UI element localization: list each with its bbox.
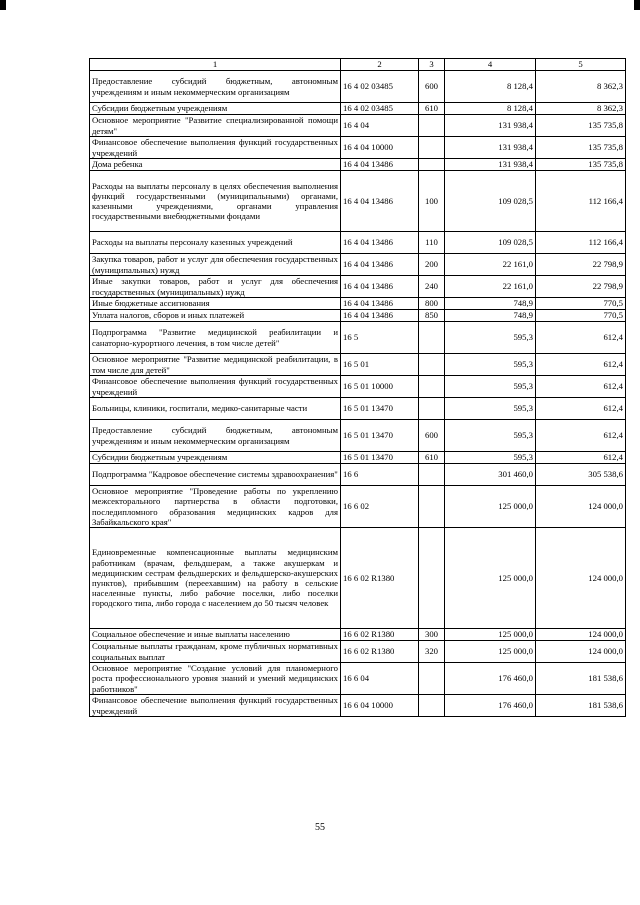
row-name: Финансовое обеспечение выполнения функций государственных учреждений bbox=[90, 376, 341, 398]
table-row bbox=[90, 232, 626, 254]
row-amount-year2: 770,5 bbox=[536, 310, 626, 322]
row-code: 16 4 04 13486 bbox=[341, 171, 419, 232]
row-amount-year2: 612,4 bbox=[536, 420, 626, 452]
row-expense-type bbox=[419, 464, 445, 486]
row-expense-type bbox=[419, 322, 445, 354]
row-amount-year1: 8 128,4 bbox=[445, 71, 536, 103]
row-code: 16 6 02 R1380 bbox=[341, 528, 419, 629]
header-col-4: 4 bbox=[445, 59, 536, 71]
scan-corner-mark-right bbox=[634, 0, 640, 10]
row-expense-type: 610 bbox=[419, 103, 445, 115]
row-name: Предоставление субсидий бюджетным, автономным учреждениям и иным некоммерческим организациям bbox=[90, 420, 341, 452]
header-col-1: 1 bbox=[90, 59, 341, 71]
row-amount-year1: 22 161,0 bbox=[445, 254, 536, 276]
budget-table bbox=[89, 58, 626, 717]
row-amount-year2: 112 166,4 bbox=[536, 232, 626, 254]
row-expense-type bbox=[419, 376, 445, 398]
row-amount-year2: 612,4 bbox=[536, 376, 626, 398]
table-row bbox=[90, 398, 626, 420]
row-amount-year1: 22 161,0 bbox=[445, 276, 536, 298]
row-name: Единовременные компенсационные выплаты медицинским работникам (врачам, фельдшерам, а также акушеркам и медицинским сестрам фельдшерских и фельдшерско-акушерских пунктов), прибывшим (переехавшим) на работу в сельские населенные пункты, либо рабочие поселки, либо поселки городского типа, либо города с населением до 50 тысяч человек bbox=[90, 528, 341, 629]
row-name: Расходы на выплаты персоналу в целях обеспечения выполнения функций государственными (муниципальными) органами, казенными учреждениями, органами управления государственными внебюджетными фондами bbox=[90, 171, 341, 232]
table-row bbox=[90, 528, 626, 629]
row-code: 16 5 01 13470 bbox=[341, 398, 419, 420]
row-name: Основное мероприятие "Развитие медицинской реабилитации, в том числе для детей" bbox=[90, 354, 341, 376]
row-amount-year2: 770,5 bbox=[536, 298, 626, 310]
table-row bbox=[90, 354, 626, 376]
row-amount-year2: 124 000,0 bbox=[536, 528, 626, 629]
row-code: 16 5 01 10000 bbox=[341, 376, 419, 398]
row-code: 16 4 04 13486 bbox=[341, 276, 419, 298]
table-row bbox=[90, 298, 626, 310]
row-code: 16 4 04 10000 bbox=[341, 137, 419, 159]
table-row bbox=[90, 71, 626, 103]
row-amount-year2: 612,4 bbox=[536, 354, 626, 376]
row-amount-year2: 124 000,0 bbox=[536, 641, 626, 663]
row-code: 16 6 02 R1380 bbox=[341, 629, 419, 641]
row-name: Подпрограмма "Кадровое обеспечение системы здравоохранения" bbox=[90, 464, 341, 486]
row-expense-type bbox=[419, 354, 445, 376]
row-amount-year2: 135 735,8 bbox=[536, 137, 626, 159]
row-name: Предоставление субсидий бюджетным, автономным учреждениям и иным некоммерческим организациям bbox=[90, 71, 341, 103]
table-row bbox=[90, 254, 626, 276]
row-code: 16 4 04 13486 bbox=[341, 298, 419, 310]
row-expense-type: 100 bbox=[419, 171, 445, 232]
row-amount-year2: 305 538,6 bbox=[536, 464, 626, 486]
row-amount-year2: 181 538,6 bbox=[536, 663, 626, 695]
row-name: Дома ребенка bbox=[90, 159, 341, 171]
row-name: Основное мероприятие "Создание условий для планомерного роста профессионального уровня знаний и умений медицинских работников" bbox=[90, 663, 341, 695]
row-expense-type: 200 bbox=[419, 254, 445, 276]
row-expense-type bbox=[419, 159, 445, 171]
table-row bbox=[90, 464, 626, 486]
row-expense-type bbox=[419, 115, 445, 137]
row-amount-year2: 8 362,3 bbox=[536, 103, 626, 115]
row-name: Субсидии бюджетным учреждениям bbox=[90, 103, 341, 115]
row-amount-year2: 612,4 bbox=[536, 398, 626, 420]
row-expense-type bbox=[419, 695, 445, 717]
table-row bbox=[90, 322, 626, 354]
header-row bbox=[90, 59, 626, 71]
table-row bbox=[90, 420, 626, 452]
row-amount-year2: 8 362,3 bbox=[536, 71, 626, 103]
row-name: Иные закупки товаров, работ и услуг для обеспечения государственных (муниципальных) нужд bbox=[90, 276, 341, 298]
row-amount-year1: 131 938,4 bbox=[445, 159, 536, 171]
row-amount-year2: 124 000,0 bbox=[536, 486, 626, 528]
row-name: Больницы, клиники, госпитали, медико-санитарные части bbox=[90, 398, 341, 420]
table-row bbox=[90, 159, 626, 171]
row-amount-year2: 124 000,0 bbox=[536, 629, 626, 641]
row-expense-type bbox=[419, 398, 445, 420]
header-col-2: 2 bbox=[341, 59, 419, 71]
row-amount-year1: 748,9 bbox=[445, 298, 536, 310]
row-code: 16 6 04 bbox=[341, 663, 419, 695]
row-amount-year1: 595,3 bbox=[445, 376, 536, 398]
row-expense-type: 110 bbox=[419, 232, 445, 254]
row-expense-type: 800 bbox=[419, 298, 445, 310]
row-code: 16 5 01 13470 bbox=[341, 452, 419, 464]
header-col-5: 5 bbox=[536, 59, 626, 71]
table-row bbox=[90, 137, 626, 159]
row-name: Уплата налогов, сборов и иных платежей bbox=[90, 310, 341, 322]
row-expense-type: 600 bbox=[419, 71, 445, 103]
table-row bbox=[90, 276, 626, 298]
page-number: 55 bbox=[315, 822, 325, 833]
row-amount-year1: 595,3 bbox=[445, 354, 536, 376]
row-code: 16 6 02 R1380 bbox=[341, 641, 419, 663]
row-amount-year2: 612,4 bbox=[536, 322, 626, 354]
table-header bbox=[90, 59, 626, 71]
row-amount-year2: 181 538,6 bbox=[536, 695, 626, 717]
row-expense-type bbox=[419, 663, 445, 695]
row-code: 16 4 04 13486 bbox=[341, 310, 419, 322]
row-code: 16 4 02 03485 bbox=[341, 103, 419, 115]
row-amount-year1: 176 460,0 bbox=[445, 663, 536, 695]
scan-corner-mark-left bbox=[0, 0, 6, 10]
row-code: 16 4 02 03485 bbox=[341, 71, 419, 103]
row-amount-year1: 109 028,5 bbox=[445, 171, 536, 232]
row-expense-type: 320 bbox=[419, 641, 445, 663]
row-expense-type: 600 bbox=[419, 420, 445, 452]
row-amount-year1: 595,3 bbox=[445, 398, 536, 420]
row-amount-year2: 22 798,9 bbox=[536, 276, 626, 298]
row-name: Основное мероприятие "Проведение работы по укреплению межсекторального партнерства в области подготовки, последипломного образования медицинских кадров для Забайкальского края" bbox=[90, 486, 341, 528]
row-amount-year1: 748,9 bbox=[445, 310, 536, 322]
table-row bbox=[90, 452, 626, 464]
header-col-3: 3 bbox=[419, 59, 445, 71]
row-expense-type bbox=[419, 486, 445, 528]
table-row bbox=[90, 486, 626, 528]
row-name: Иные бюджетные ассигнования bbox=[90, 298, 341, 310]
row-code: 16 6 04 10000 bbox=[341, 695, 419, 717]
row-name: Субсидии бюджетным учреждениям bbox=[90, 452, 341, 464]
table-row bbox=[90, 115, 626, 137]
row-amount-year1: 595,3 bbox=[445, 322, 536, 354]
row-amount-year1: 109 028,5 bbox=[445, 232, 536, 254]
table-body bbox=[90, 71, 626, 717]
row-amount-year1: 595,3 bbox=[445, 420, 536, 452]
row-code: 16 4 04 bbox=[341, 115, 419, 137]
row-amount-year2: 22 798,9 bbox=[536, 254, 626, 276]
row-amount-year1: 176 460,0 bbox=[445, 695, 536, 717]
row-expense-type bbox=[419, 137, 445, 159]
row-name: Финансовое обеспечение выполнения функций государственных учреждений bbox=[90, 137, 341, 159]
row-code: 16 6 02 bbox=[341, 486, 419, 528]
row-name: Основное мероприятие "Развитие специализированной помощи детям" bbox=[90, 115, 341, 137]
row-code: 16 5 bbox=[341, 322, 419, 354]
row-code: 16 4 04 13486 bbox=[341, 232, 419, 254]
row-amount-year1: 131 938,4 bbox=[445, 115, 536, 137]
row-code: 16 5 01 bbox=[341, 354, 419, 376]
row-name: Подпрограмма "Развитие медицинской реабилитации и санаторно-курортного лечения, в том числе детей" bbox=[90, 322, 341, 354]
table-row bbox=[90, 171, 626, 232]
table-row bbox=[90, 695, 626, 717]
row-code: 16 4 04 13486 bbox=[341, 254, 419, 276]
row-name: Социальные выплаты гражданам, кроме публичных нормативных социальных выплат bbox=[90, 641, 341, 663]
table-row bbox=[90, 376, 626, 398]
table-row bbox=[90, 310, 626, 322]
table-row bbox=[90, 641, 626, 663]
row-amount-year1: 125 000,0 bbox=[445, 486, 536, 528]
row-amount-year1: 595,3 bbox=[445, 452, 536, 464]
row-name: Расходы на выплаты персоналу казенных учреждений bbox=[90, 232, 341, 254]
row-expense-type: 300 bbox=[419, 629, 445, 641]
table-row bbox=[90, 103, 626, 115]
row-amount-year2: 135 735,8 bbox=[536, 115, 626, 137]
row-code: 16 4 04 13486 bbox=[341, 159, 419, 171]
row-expense-type: 240 bbox=[419, 276, 445, 298]
row-amount-year2: 135 735,8 bbox=[536, 159, 626, 171]
table-row bbox=[90, 629, 626, 641]
row-expense-type: 610 bbox=[419, 452, 445, 464]
row-name: Финансовое обеспечение выполнения функций государственных учреждений bbox=[90, 695, 341, 717]
row-expense-type bbox=[419, 528, 445, 629]
row-name: Закупка товаров, работ и услуг для обеспечения государственных (муниципальных) нужд bbox=[90, 254, 341, 276]
row-amount-year1: 301 460,0 bbox=[445, 464, 536, 486]
row-expense-type: 850 bbox=[419, 310, 445, 322]
row-amount-year1: 125 000,0 bbox=[445, 641, 536, 663]
row-code: 16 5 01 13470 bbox=[341, 420, 419, 452]
row-amount-year1: 8 128,4 bbox=[445, 103, 536, 115]
row-name: Социальное обеспечение и иные выплаты населению bbox=[90, 629, 341, 641]
row-code: 16 6 bbox=[341, 464, 419, 486]
row-amount-year2: 612,4 bbox=[536, 452, 626, 464]
row-amount-year1: 125 000,0 bbox=[445, 528, 536, 629]
row-amount-year2: 112 166,4 bbox=[536, 171, 626, 232]
row-amount-year1: 131 938,4 bbox=[445, 137, 536, 159]
row-amount-year1: 125 000,0 bbox=[445, 629, 536, 641]
table-row bbox=[90, 663, 626, 695]
